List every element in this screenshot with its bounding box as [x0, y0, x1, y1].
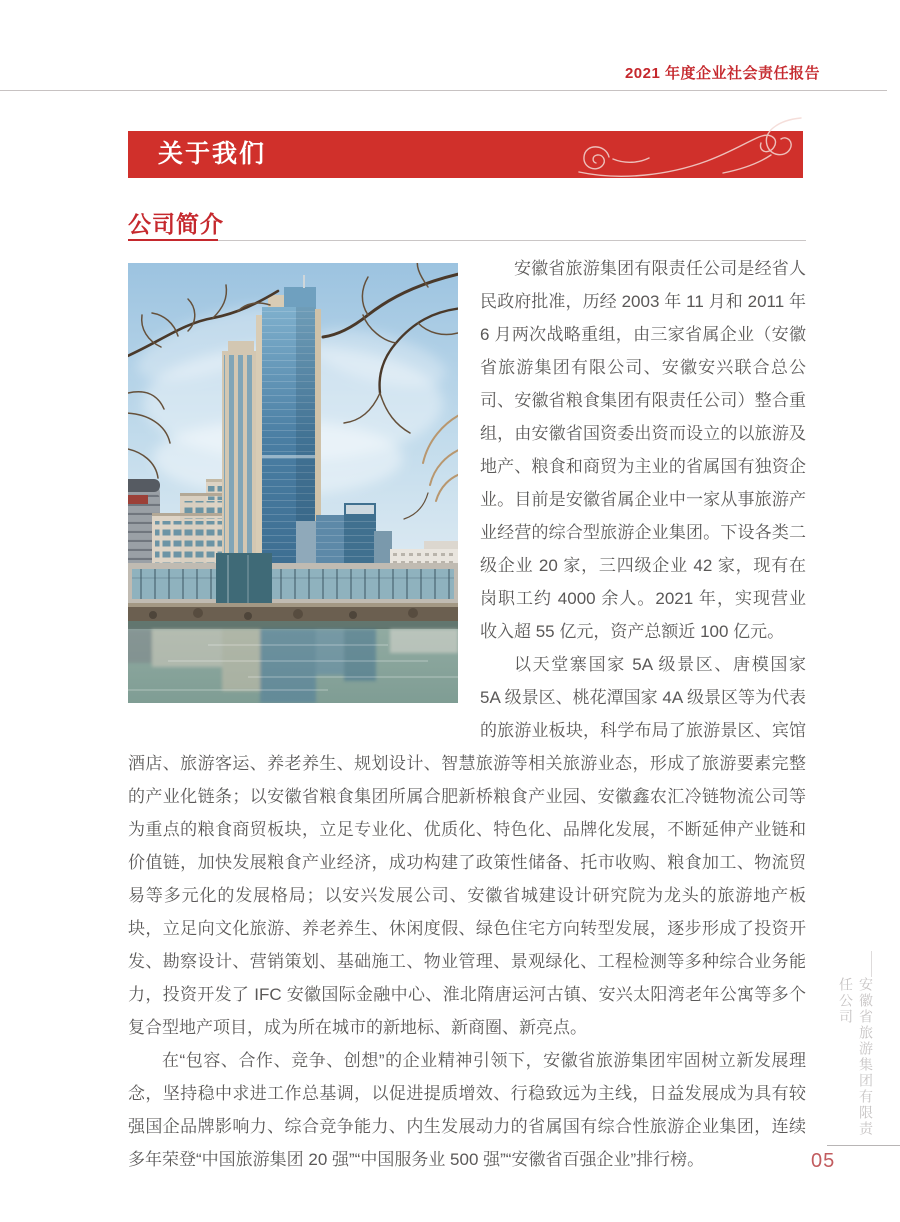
profile-paragraph-3: 在“包容、合作、竞争、创想”的企业精神引领下，安徽省旅游集团牢固树立新发展理念，坚持稳中求进工作总基调，以促进提质增效、行稳致远为主线，日益发展成为具有较强国企品牌影响力、综合竞争能力、内生发展动力的省属国有综合性旅游企业集团，连续多年荣登“中国旅游集团 20 强”“中国服务业 500 强”“安徽省百强企业”排行榜。 [128, 1051, 806, 1169]
section-title: 关于我们 [158, 140, 267, 168]
lakeside-office-towers-illustration [128, 263, 458, 703]
subsection-rule-accent [128, 239, 218, 241]
company-building-photo [128, 263, 458, 703]
folio-rule [827, 1145, 900, 1146]
auspicious-cloud-icon [573, 117, 803, 189]
page-number: 05 [811, 1150, 836, 1172]
report-running-title: 2021 年度企业社会责任报告 [624, 65, 820, 82]
section-banner [128, 131, 803, 178]
margin-tick [871, 951, 872, 977]
header-rule [0, 90, 887, 91]
margin-company-name: 安徽省旅游集团有限责任公司 [838, 977, 874, 1137]
subsection-title: 公司简介 [128, 211, 224, 237]
subsection-rule-line [218, 240, 806, 241]
profile-paragraph-1: 安徽省旅游集团有限责任公司是经省人民政府批准，历经 2003 年 11 月和 2011 年 6 月两次战略重组，由三家省属企业（安徽省旅游集团有限公司、安徽安兴联合总公司、安徽省粮食集团有限责任公司）整合重组，由安徽省国资委出资而设立的以旅游及地产、粮食和商贸为主业的省属国有独资企业。目前是安徽省属企业中一家从事旅游产业经营的综合型旅游企业集团。下设各类二级企业 20 家，三四级企业 42 家，现有在岗职工约 4000 余人。2021 年，实现营业收入超 55 亿元，资产总额近 100 亿元。 [480, 259, 806, 641]
subsection-rule [128, 239, 806, 241]
company-profile-text [128, 252, 806, 1176]
profile-paragraph-2: 以天堂寨国家 5A 级景区、唐模国家 5A 级景区、桃花潭国家 4A 级景区等为代表的旅游业板块，科学布局了旅游景区、宾馆酒店、旅游客运、养老养生、规划设计、智慧旅游等相关旅游业态，形成了旅游要素完整的产业化链条；以安徽省粮食集团所属合肥新桥粮食产业园、安徽鑫农汇冷链物流公司等为重点的粮食商贸板块，立足专业化、优质化、特色化、品牌化发展，不断延伸产业链和价值链，加快发展粮食产业经济，成功构建了政策性储备、托市收购、粮食加工、物流贸易等多元化的发展格局；以安兴发展公司、安徽省城建设计研究院为龙头的旅游地产板块，立足向文化旅游、养老养生、休闲度假、绿色住宅方向转型发展，逐步形成了投资开发、勘察设计、营销策划、基础施工、物业管理、景观绿化、工程检测等多种综合业务能力，投资开发了 IFC 安徽国际金融中心、淮北隋唐运河古镇、安兴太阳湾老年公寓等多个复合型地产项目，成为所在城市的新地标、新商圈、新亮点。 [128, 655, 806, 1037]
